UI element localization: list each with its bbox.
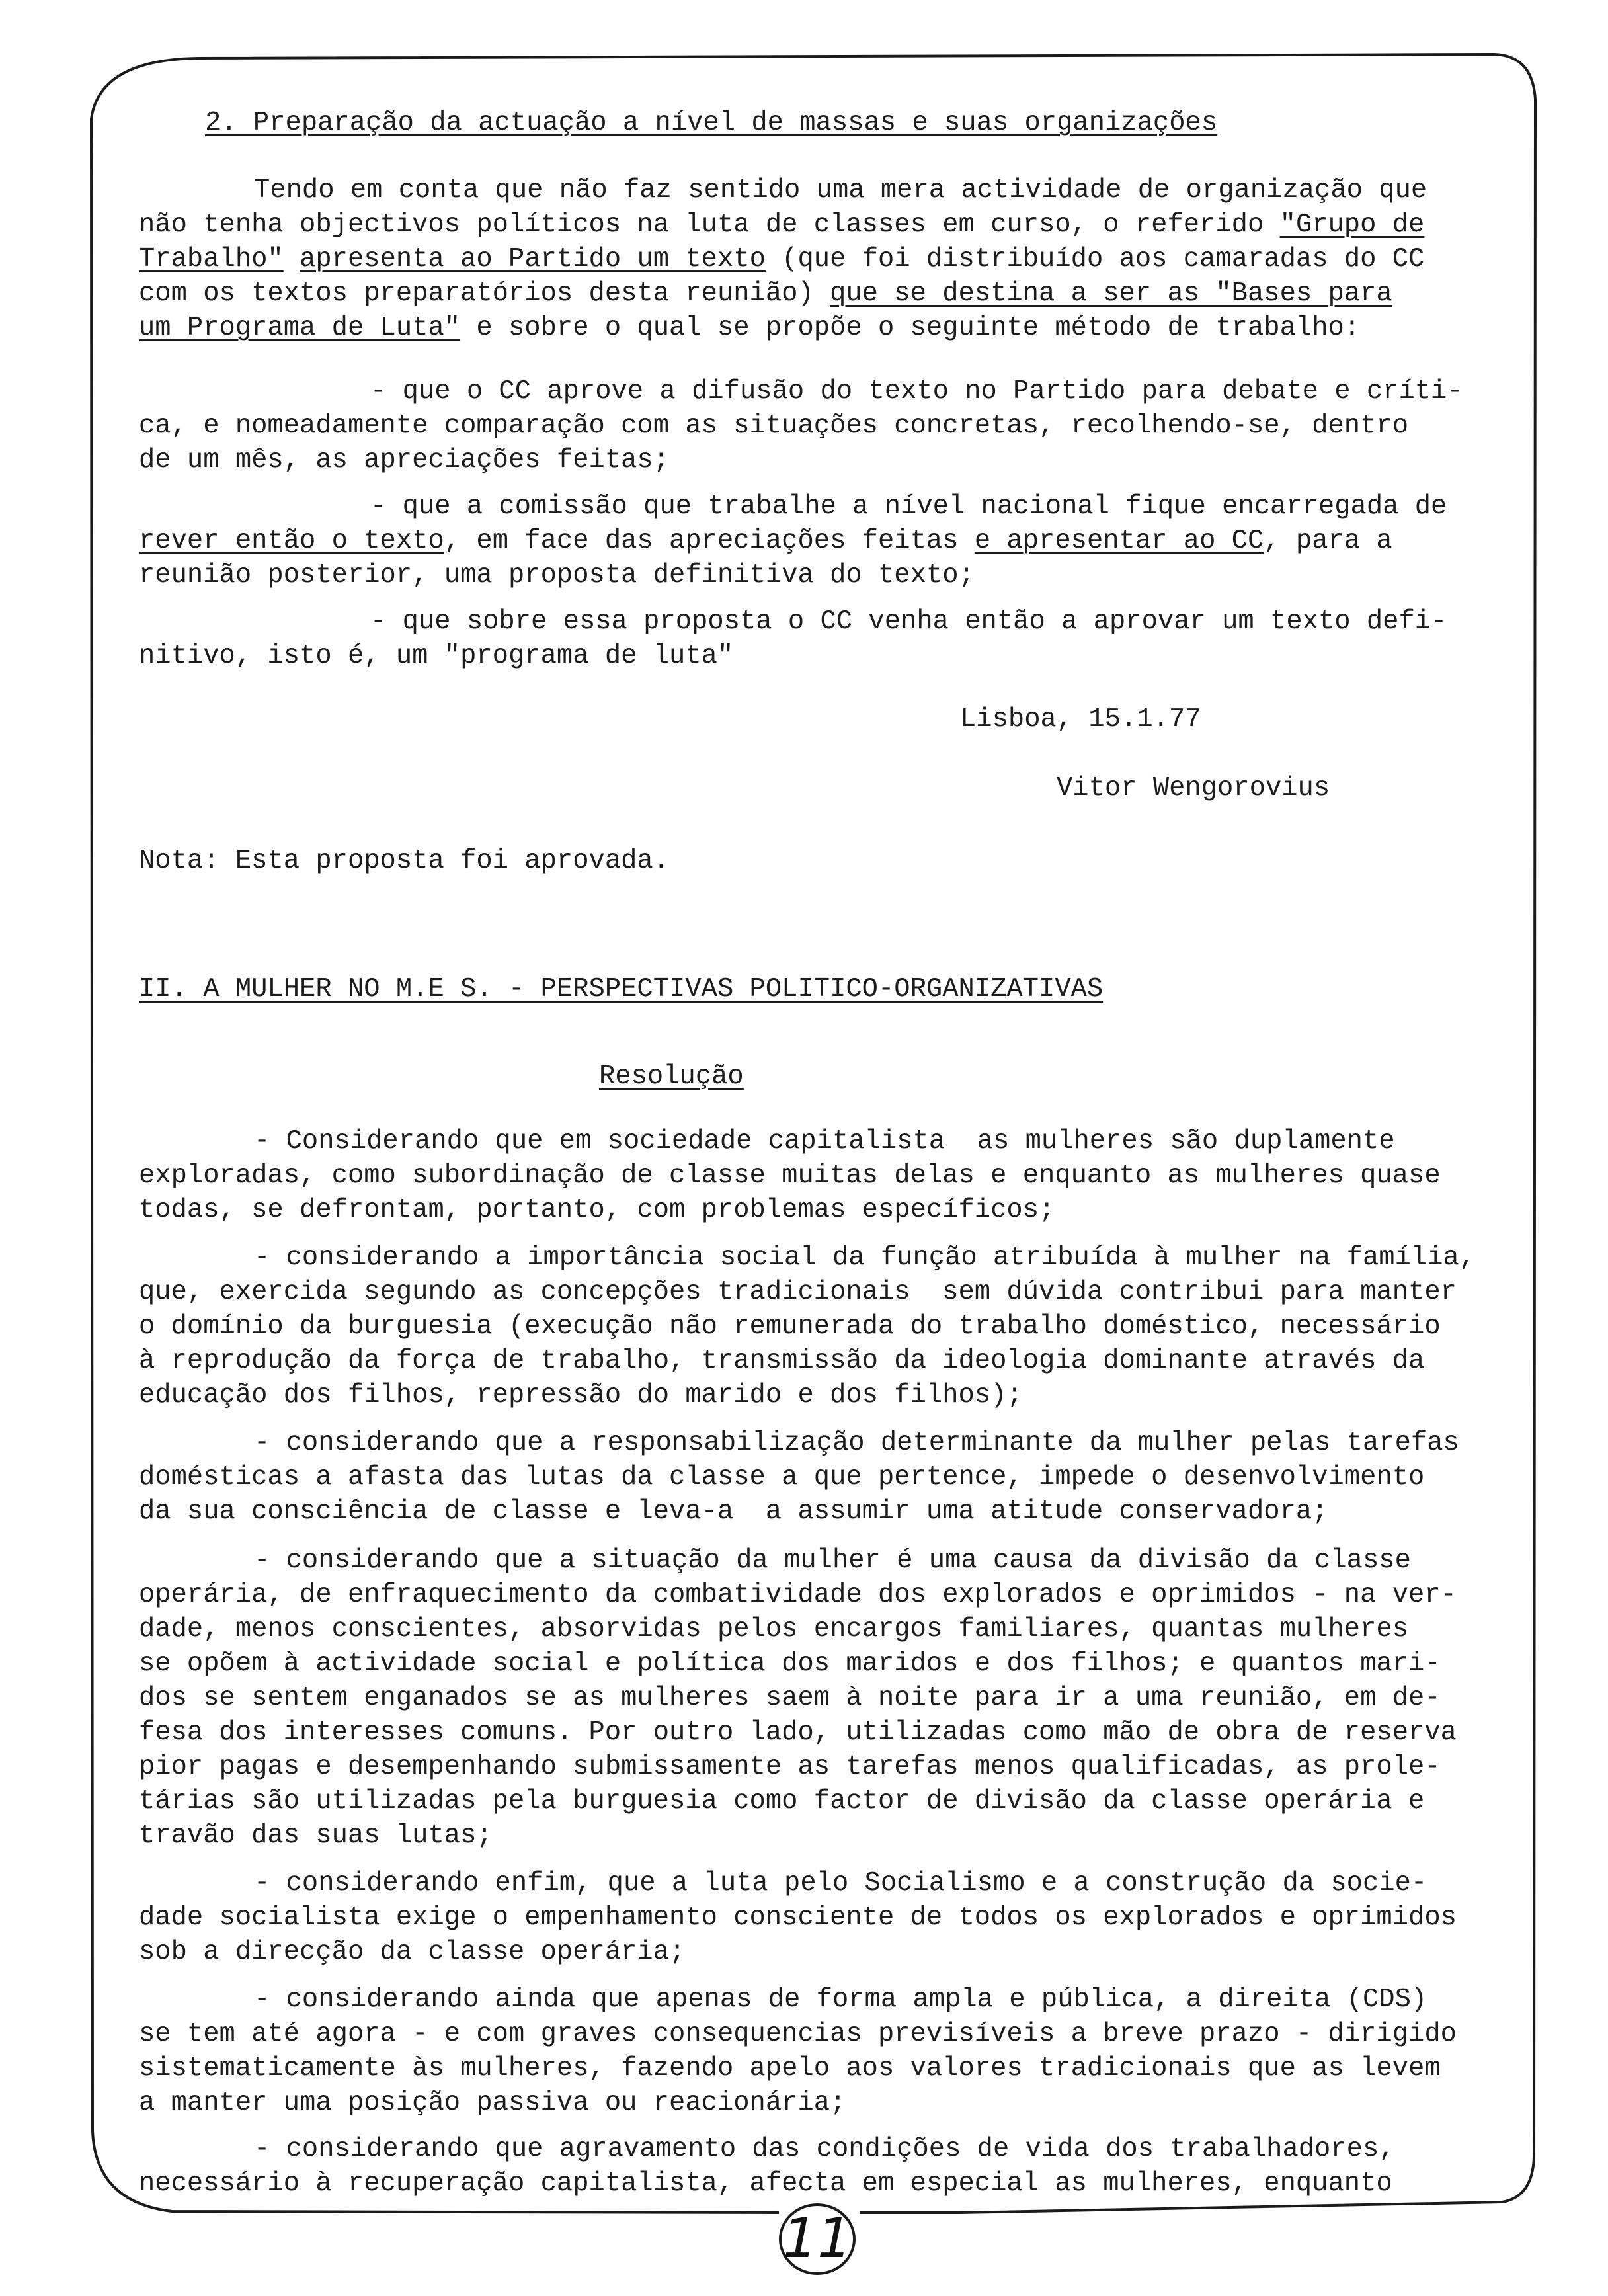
para-1-line-1: - Considerando que em sociedade capitalista as mulheres são duplamente xyxy=(254,1126,1395,1157)
para-4-line-3: dade, menos conscientes, absorvidas pelos encargos familiares, quantas mulheres xyxy=(139,1614,1409,1645)
intro-line-3: Trabalho" apresenta ao Partido um texto (que foi distribuído aos camaradas do CC xyxy=(139,244,1425,274)
para-3-line-1: - considerando que a responsabilização determinante da mulher pelas tarefas xyxy=(254,1428,1459,1458)
para-5-line-3: sob a direcção da classe operária; xyxy=(139,1937,686,1967)
para-4-line-1: - considerando que a situação da mulher é uma causa da divisão da classe xyxy=(254,1545,1411,1576)
para-7-line-2: necessário à recuperação capitalista, afecta em especial as mulheres, enquanto xyxy=(139,2168,1392,2199)
para-5-line-1: - considerando enfim, que a luta pelo Socialismo e a construção da socie- xyxy=(254,1868,1427,1899)
para-3-line-3: da sua consciência de classe e leva-a a assumir uma atitude conservadora; xyxy=(139,1496,1328,1527)
para-4-line-4: se opõem à actividade social e política dos maridos e dos filhos; e quantos mari- xyxy=(139,1649,1441,1679)
page-number: 11 xyxy=(782,2207,852,2270)
para-1-line-3: todas, se defrontam, portanto, com problemas específicos; xyxy=(139,1195,1055,1225)
para-7-line-1: - considerando que agravamento das condições de vida dos trabalhadores, xyxy=(254,2134,1395,2164)
item-1-line-2: ca, e nomeadamente comparação com as situações concretas, recolhendo-se, dentro xyxy=(139,411,1409,441)
para-4-line-2: operária, de enfraquecimento da combatividade dos explorados e oprimidos - na ver- xyxy=(139,1580,1457,1610)
item-2-line-2: rever então o texto, em face das apreciações feitas e apresentar ao CC, para a xyxy=(139,526,1392,556)
para-4-line-8: tárias são utilizadas pela burguesia como factor de divisão da classe operária e xyxy=(139,1786,1425,1817)
section-II-heading: II. A MULHER NO M.E S. - PERSPECTIVAS POLITICO-ORGANIZATIVAS xyxy=(139,974,1104,1004)
item-3-line-1: - que sobre essa proposta o CC venha então a aprovar um texto defi- xyxy=(370,606,1447,637)
para-5-line-2: dade socialista exige o empenhamento consciente de todos os explorados e oprimidos xyxy=(139,1903,1457,1933)
intro-line-4: com os textos preparatórios desta reunião) que se destina a ser as "Bases para xyxy=(139,278,1392,309)
para-2-line-3: o domínio da burguesia (execução não remunerada do trabalho doméstico, necessário xyxy=(139,1311,1441,1342)
item-3-line-2: nitivo, isto é, um "programa de luta" xyxy=(139,641,734,671)
section-2-heading: 2. Preparação da actuação a nível de massas e suas organizações xyxy=(205,108,1218,138)
para-4-line-7: pior pagas e desempenhando submissamente as tarefas menos qualificadas, as prole- xyxy=(139,1752,1441,1782)
intro-line-2: não tenha objectivos políticos na luta de classes em curso, o referido "Grupo de xyxy=(139,210,1425,240)
para-2-line-5: educação dos filhos, repressão do marido e dos filhos); xyxy=(139,1380,1023,1411)
para-6-line-1: - considerando ainda que apenas de forma ampla e pública, a direita (CDS) xyxy=(254,1985,1427,2015)
item-2-line-3: reunião posterior, uma proposta definitiva do texto; xyxy=(139,560,975,591)
resolution-heading: Resolução xyxy=(599,1061,744,1092)
para-1-line-2: exploradas, como subordinação de classe muitas delas e enquanto as mulheres quase xyxy=(139,1161,1441,1191)
para-2-line-4: à reprodução da força de trabalho, transmissão da ideologia dominante através da xyxy=(139,1346,1425,1376)
author-name: Vitor Wengorovius xyxy=(1057,773,1330,803)
approval-note: Nota: Esta proposta foi aprovada. xyxy=(139,846,670,876)
place-date: Lisboa, 15.1.77 xyxy=(960,704,1201,735)
item-1-line-3: de um mês, as apreciações feitas; xyxy=(139,445,670,475)
para-6-line-3: sistematicamente às mulheres, fazendo apelo aos valores tradicionais que as levem xyxy=(139,2053,1441,2084)
item-2-line-1: - que a comissão que trabalhe a nível nacional fique encarregada de xyxy=(370,491,1447,522)
intro-line-1: Tendo em conta que não faz sentido uma mera actividade de organização que xyxy=(254,175,1427,206)
para-2-line-2: que, exercida segundo as concepções tradicionais sem dúvida contribui para manter xyxy=(139,1277,1457,1307)
para-2-line-1: - considerando a importância social da função atribuída à mulher na família, xyxy=(254,1243,1476,1273)
para-4-line-5: dos se sentem enganados se as mulheres saem à noite para ir a uma reunião, em de- xyxy=(139,1683,1441,1713)
para-4-line-9: travão das suas lutas; xyxy=(139,1821,493,1851)
para-6-line-4: a manter uma posição passiva ou reacionária; xyxy=(139,2088,846,2118)
para-3-line-2: domésticas a afasta das lutas da classe a que pertence, impede o desenvolvimento xyxy=(139,1462,1425,1493)
intro-line-5: um Programa de Luta" e sobre o qual se propõe o seguinte método de trabalho: xyxy=(139,313,1361,343)
item-1-line-1: - que o CC aprove a difusão do texto no Partido para debate e críti- xyxy=(370,376,1463,407)
para-6-line-2: se tem até agora - e com graves consequencias previsíveis a breve prazo - dirigido xyxy=(139,2019,1457,2049)
para-4-line-6: fesa dos interesses comuns. Por outro lado, utilizadas como mão de obra de reserva xyxy=(139,1717,1457,1748)
